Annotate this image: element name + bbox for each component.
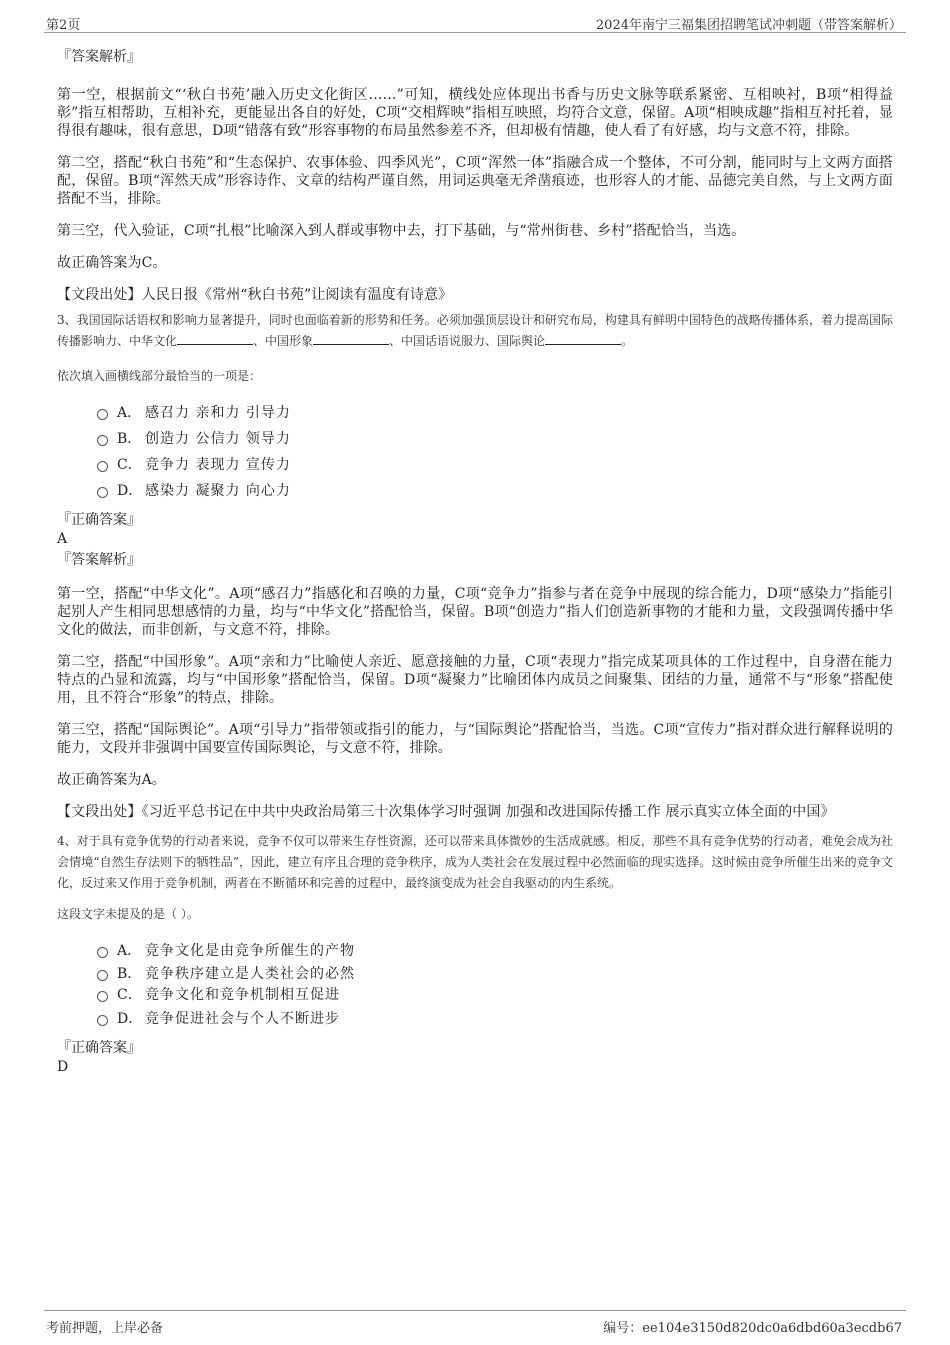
analysis-paragraph: 第一空，搭配“中华文化”。A项“感召力”指感化和召唤的力量，C项“竞争力”指参与者在竞争中展现的综合能力，D项“感染力”指能引起别人产生相同思想感情的力量，均与“中华文化”搭配恰当，保留。B项“创造力”指人们创造新事物的才能和力量，文段强调传播中华文化的做法，而非创新，与文意不符，排除。 [57, 586, 893, 638]
radio-icon[interactable] [97, 970, 108, 981]
correct-answer: D [57, 1059, 69, 1075]
footer-slogan: 考前押题，上岸必备 [46, 1321, 164, 1336]
question-4-text: 4、对于具有竞争优势的行动者来说，竞争不仅可以带来生存性资源，还可以带来具体微妙的生活成就感。相反，那些不具有竞争优势的行动者，难免会成为社会情境“自然生存法则下的牺牲品”，因此，建立有序且合理的竞争秩序，成为人类社会在发展过程中必然面临的现实选择。这时候由竞争所催生出来的竞争文化，反过来又作用于竞争机制，两者在不断循环和完善的过程中，最终演变成为社会自我驱动的内生系统。 [57, 834, 893, 890]
blank-1 [177, 332, 253, 345]
blank-3 [545, 332, 621, 345]
question-4-options [57, 937, 893, 1031]
analysis-heading: 『答案解析』 [57, 552, 141, 568]
option-d[interactable]: D． 竞争促进社会与个人不断进步 [97, 1005, 893, 1031]
analysis-paragraph: 第三空，代入验证，C项“扎根”比喻深入到人群或事物中去，打下基础，与“常州街巷、乡村”搭配恰当，当选。 [57, 223, 746, 239]
analysis-paragraph: 第二空，搭配“中国形象”。A项“亲和力”比喻使人亲近、愿意接触的力量，C项“表现力”指完成某项具体的工作过程中，自身潜在能力特点的凸显和流露，均与“中国形象”搭配恰当，保留。D项“凝聚力”比喻团体内成员之间聚集、团结的力量，通常不与“形象”搭配使用，且不符合“形象”的特点，排除。 [57, 654, 893, 706]
document-code: 编号：ee104e3150d820dc0a6dbd60a3ecdb67 [603, 1321, 902, 1336]
analysis-paragraph: 第二空，搭配“秋白书苑”和“生态保护、农事体验、四季风光”，C项“浑然一体”指融合成一个整体，不可分割，能同时与上文两方面搭配，保留。B项“浑然天成”形容诗作、文章的结构严谨自然，用词运典毫无斧凿痕迹，也形容人的才能、品德完美自然，与上文两方面搭配不当，排除。 [57, 155, 893, 207]
correct-answer-heading: 『正确答案』 [57, 512, 141, 528]
option-a[interactable]: A． 感召力 亲和力 引导力 [97, 399, 893, 425]
radio-icon[interactable] [97, 947, 108, 958]
radio-icon[interactable] [97, 435, 108, 446]
option-d[interactable]: D． 感染力 凝聚力 向心力 [97, 477, 893, 503]
document-body [57, 44, 893, 1075]
page-footer [44, 1310, 906, 1341]
analysis-conclusion: 故正确答案为C。 [57, 255, 167, 271]
question-3-options [57, 399, 893, 503]
page-number: 第2页 [46, 18, 81, 33]
source-citation: 【文段出处】人民日报《常州“秋白书苑”让阅读有温度有诗意》 [57, 287, 453, 303]
option-b[interactable]: B． 创造力 公信力 领导力 [97, 425, 893, 451]
question-4-prompt: 这段文字未提及的是（ ）。 [57, 907, 199, 921]
question-3-prompt: 依次填入画横线部分最恰当的一项是： [57, 369, 262, 383]
radio-icon[interactable] [97, 461, 108, 472]
source-citation: 【文段出处】《习近平总书记在中共中央政治局第三十次集体学习时强调 加强和改进国际传播工作 展示真实立体全面的中国》 [57, 804, 835, 820]
correct-answer: A [57, 531, 68, 547]
option-c[interactable]: C． 竞争力 表现力 宣传力 [97, 451, 893, 477]
document-title: 2024年南宁三福集团招聘笔试冲刺题（带答案解析） [595, 18, 902, 33]
radio-icon[interactable] [97, 487, 108, 498]
option-b[interactable]: B． 竞争秩序建立是人类社会的必然 [97, 963, 893, 983]
radio-icon[interactable] [97, 1015, 108, 1026]
option-c[interactable]: C． 竞争文化和竞争机制相互促进 [97, 983, 893, 1005]
analysis-conclusion: 故正确答案为A。 [57, 772, 166, 788]
radio-icon[interactable] [97, 991, 108, 1002]
question-3-text: 3、我国国际话语权和影响力显著提升，同时也面临着新的形势和任务。必须加强顶层设计和研究布局，构建具有鲜明中国特色的战略传播体系，着力提高国际传播影响力、中华文化 、中国形象 、中国话语说服力、国际舆论 。 [57, 313, 893, 348]
analysis-paragraph: 第一空，根据前文“‘秋白书苑’融入历史文化街区……”可知，横线处应体现出书香与历史文脉等联系紧密、互相映衬，B项“相得益彰”指互相帮助，互相补充，更能显出各自的好处，C项“交相辉映”指相互映照，均符合文意，保留。A项“相映成趣”指相互衬托着，显得很有趣味，很有意思，D项“错落有致”形容事物的布局虽然参差不齐，但却极有情趣，使人看了有好感，均与文意不符，排除。 [57, 87, 893, 139]
analysis-heading: 『答案解析』 [57, 49, 141, 65]
page-header [44, 10, 906, 33]
correct-answer-heading: 『正确答案』 [57, 1040, 141, 1056]
radio-icon[interactable] [97, 409, 108, 420]
blank-2 [313, 332, 389, 345]
option-a[interactable]: A． 竞争文化是由竞争所催生的产物 [97, 937, 893, 963]
analysis-paragraph: 第三空，搭配“国际舆论”。A项“引导力”指带领或指引的能力，与“国际舆论”搭配恰当，当选。C项“宣传力”指对群众进行解释说明的能力，文段并非强调中国要宣传国际舆论，与文意不符，排除。 [57, 722, 893, 756]
